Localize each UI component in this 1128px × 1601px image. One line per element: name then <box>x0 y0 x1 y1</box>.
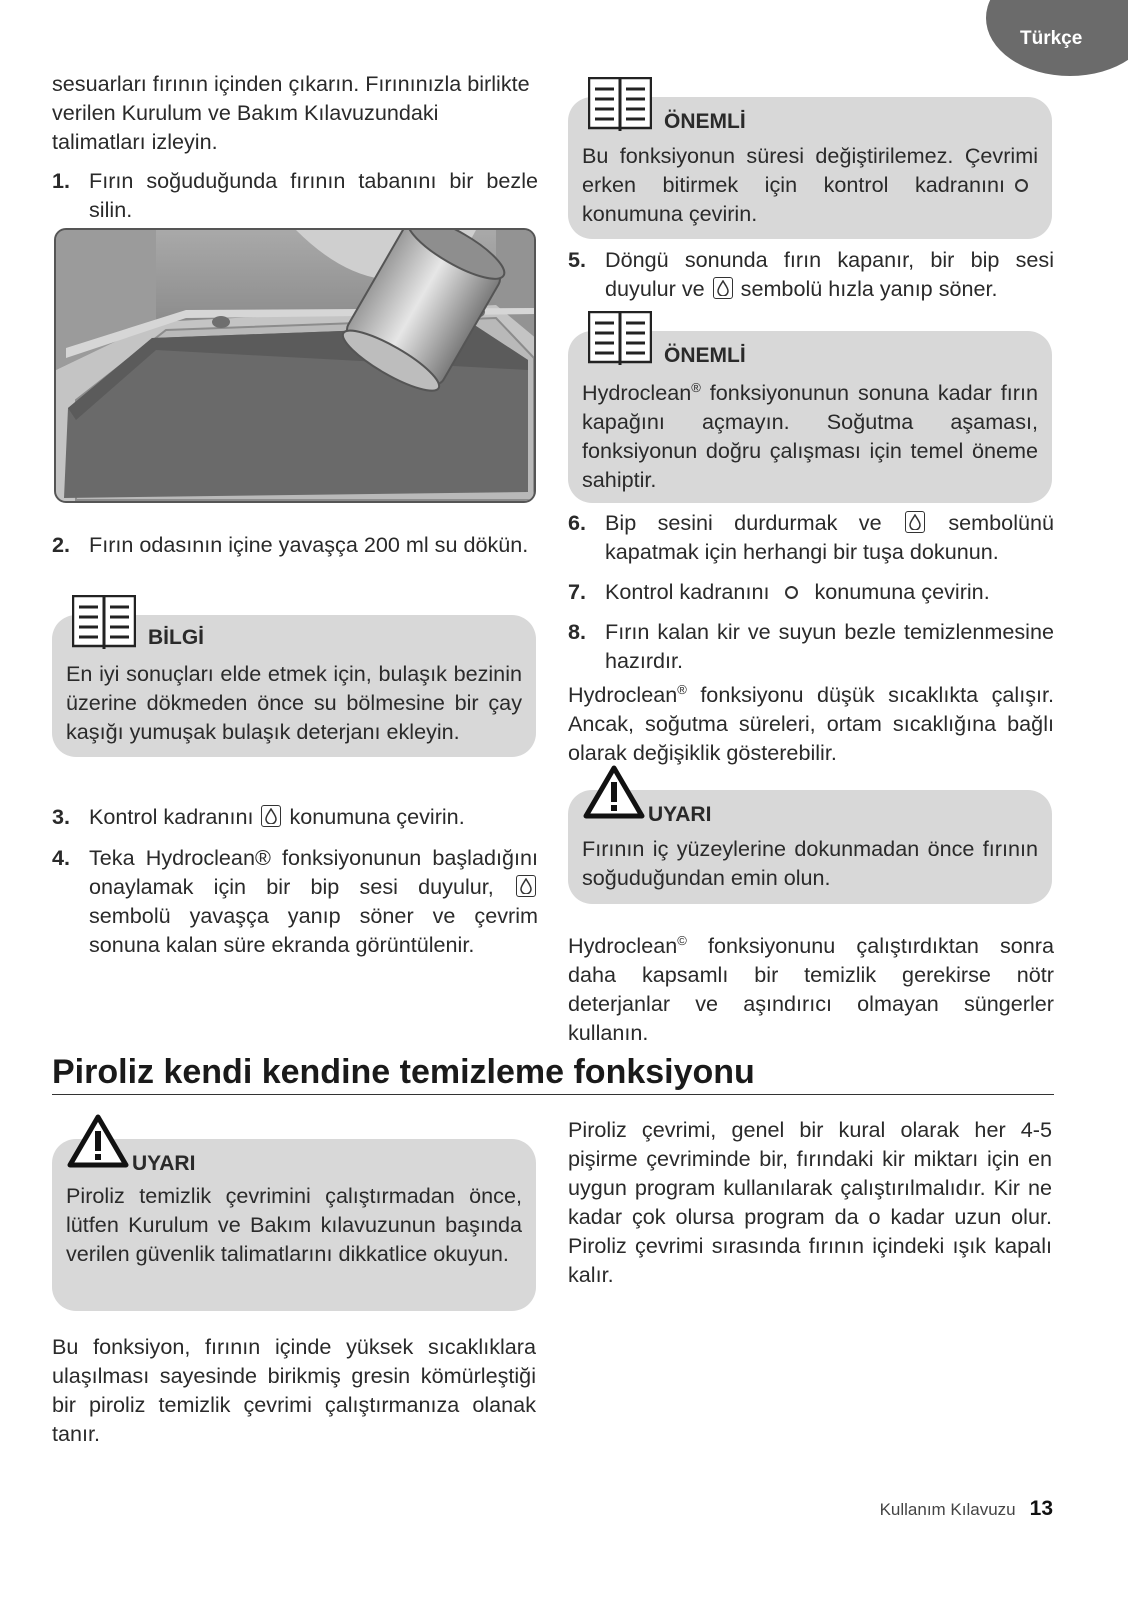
step-number: 1. <box>52 168 71 193</box>
page-number: 13 <box>1029 1497 1053 1520</box>
note-body-a: Bu fonksiyonun süresi değiştirilemez. Çevrimi erken bitirmek için kontrol kadranını <box>582 143 1038 197</box>
paragraph-text: fonksiyonu düşük sıcaklıkta çalışır. Ancak, soğutma süreleri, ortam sıcaklığına bağlı olarak değişiklik gösterebilir. <box>568 682 1054 766</box>
piroliz-left-column <box>52 1332 536 1448</box>
step-number: 4. <box>52 845 71 870</box>
step-6 <box>568 508 1054 566</box>
step-text: Fırın odasının içine yavaşça 200 ml su dökün. <box>89 532 529 557</box>
off-position-icon <box>1015 179 1028 192</box>
oven-illustration <box>54 228 536 503</box>
note-title: ÖNEMLİ <box>664 344 746 367</box>
left-column-top <box>52 69 538 224</box>
step-8 <box>568 617 1054 675</box>
off-position-icon <box>785 586 798 599</box>
paragraph-text: fonksiyonunu çalıştırdıktan sonra daha kapsamlı bir temizlik gerekirse nötr deterjanlar ve aşındırıcı olmayan süngerler kullanın. <box>568 933 1055 1046</box>
note-body <box>582 373 1038 494</box>
right-column-step5 <box>568 245 1054 303</box>
step-text: Teka Hydroclean® fonksiyonunun başladığını onaylamak için bir bip sesi duyulur, <box>89 845 538 899</box>
step-text: Fırın soğuduğunda fırının tabanını bir bezle silin. <box>89 168 538 222</box>
page-footer <box>880 1494 1053 1524</box>
step-number: 6. <box>568 510 587 535</box>
hydroclean-drop-icon <box>713 277 733 299</box>
copyright-mark: © <box>677 933 687 948</box>
section-title: Piroliz kendi kendine temizleme fonksiyonu <box>52 1052 1054 1095</box>
warning-body: Piroliz temizlik çevrimini çalıştırmadan önce, lütfen Kurulum ve Bakım kılavuzunun başında verilen güvenlik talimatlarını dikkatlice okuyun. <box>66 1183 522 1266</box>
warning-box-cooling <box>568 790 1052 904</box>
book-icon <box>72 595 136 651</box>
piroliz-intro-paragraph: Bu fonksiyon, fırının içinde yüksek sıcaklıklara ulaşılması sayesinde birikmiş gresin kömürleştiği bir piroliz temizlik çevrimi çalıştırmanıza olanak tanır. <box>52 1334 536 1446</box>
note-body <box>582 141 1038 228</box>
step-3 <box>52 802 538 831</box>
left-column-steps <box>52 802 538 959</box>
registered-mark: ® <box>677 682 687 697</box>
warning-box-pyrolysis <box>52 1139 536 1311</box>
right-column-steps <box>568 508 1054 767</box>
registered-mark: ® <box>691 380 701 395</box>
hydroclean-drop-icon <box>905 511 925 533</box>
footer-label: Kullanım Kılavuzu <box>879 1500 1016 1519</box>
warning-triangle-icon <box>582 764 646 820</box>
note-bilgi <box>52 615 536 757</box>
note-body: En iyi sonuçları elde etmek için, bulaşık bezinin üzerine dökmeden önce su bölmesine bir çay kaşığı yumuşak bulaşık deterjanı ekleyin. <box>66 661 522 744</box>
step-number: 8. <box>568 619 587 644</box>
book-icon <box>588 311 652 367</box>
book-icon <box>588 77 652 133</box>
note-body-b: konumuna çevirin. <box>582 201 758 226</box>
step-number: 3. <box>52 804 71 829</box>
step-text: sembolünü kapatmak için herhangi bir tuşa dokunun. <box>605 510 1055 564</box>
piroliz-right-column <box>568 1115 1052 1289</box>
step-text: konumuna çevirin. <box>814 579 990 604</box>
hydroclean-drop-icon <box>261 805 281 827</box>
note-title: ÖNEMLİ <box>664 110 746 133</box>
warning-body: Fırının iç yüzeylerine dokunmadan önce fırının soğuduğundan emin olun. <box>582 836 1038 890</box>
language-tab <box>986 0 1128 76</box>
hydroclean-after-paragraph <box>568 926 1054 1047</box>
right-column-bottom <box>568 926 1054 1047</box>
step-number: 2. <box>52 532 71 557</box>
step-text: Kontrol kadranını <box>605 579 770 604</box>
hydroclean-info-paragraph <box>568 675 1054 767</box>
step-7 <box>568 577 1054 606</box>
step-text: sembolü yavaşça yanıp söner ve çevrim sonuna kalan süre ekranda görüntülenir. <box>89 903 538 957</box>
language-tab-label: Türkçe <box>1020 28 1083 49</box>
step-text: Döngü sonunda fırın kapanır, bir bip sesi duyulur ve <box>605 247 1054 301</box>
warning-triangle-icon <box>66 1113 130 1169</box>
note-body-text: fonksiyonunun sonuna kadar fırın kapağını açmayın. Soğutma aşaması, fonksiyonun doğru çalışması için temel öneme sahiptir. <box>582 380 1038 493</box>
note-onemli-2 <box>568 331 1052 503</box>
step-text: Bip sesini durdurmak ve <box>605 510 882 535</box>
step-4 <box>52 843 538 959</box>
brand-name: Hydroclean <box>582 380 692 406</box>
step-text: Kontrol kadranını <box>89 804 254 829</box>
piroliz-cycle-paragraph: Piroliz çevrimi, genel bir kural olarak her 4-5 pişirme çevriminde bir, fırındaki kir miktarı için en uygun program kullanılarak çalıştırılmalıdır. Kir ne kadar çok olursa program da o kadar uzun olur. Piroliz çevrimi sırasında fırının içindeki ışık kapalı kalır. <box>568 1117 1052 1287</box>
step-number: 5. <box>568 247 587 272</box>
step-text: konumuna çevirin. <box>289 804 465 829</box>
step-text: sembolü hızla yanıp söner. <box>740 276 998 301</box>
step-text: Fırın kalan kir ve suyun bezle temizlenmesine hazırdır. <box>605 619 1054 673</box>
warning-title: UYARI <box>132 1152 196 1175</box>
step-2 <box>52 530 538 559</box>
intro-paragraph: sesuarları fırının içinden çıkarın. Fırınınızla birlikte verilen Kurulum ve Bakım Kılavuzundaki talimatları izleyin. <box>52 71 530 154</box>
brand-name: Hydroclean <box>568 933 678 959</box>
note-title: BİLGİ <box>148 626 204 649</box>
brand-name: Hydroclean <box>568 682 678 708</box>
step-number: 7. <box>568 579 587 604</box>
step-1 <box>52 166 538 224</box>
note-onemli-1 <box>568 97 1052 239</box>
step-5 <box>568 245 1054 303</box>
hydroclean-drop-icon <box>516 875 536 897</box>
warning-title: UYARI <box>648 803 712 826</box>
left-column-mid <box>52 530 538 559</box>
